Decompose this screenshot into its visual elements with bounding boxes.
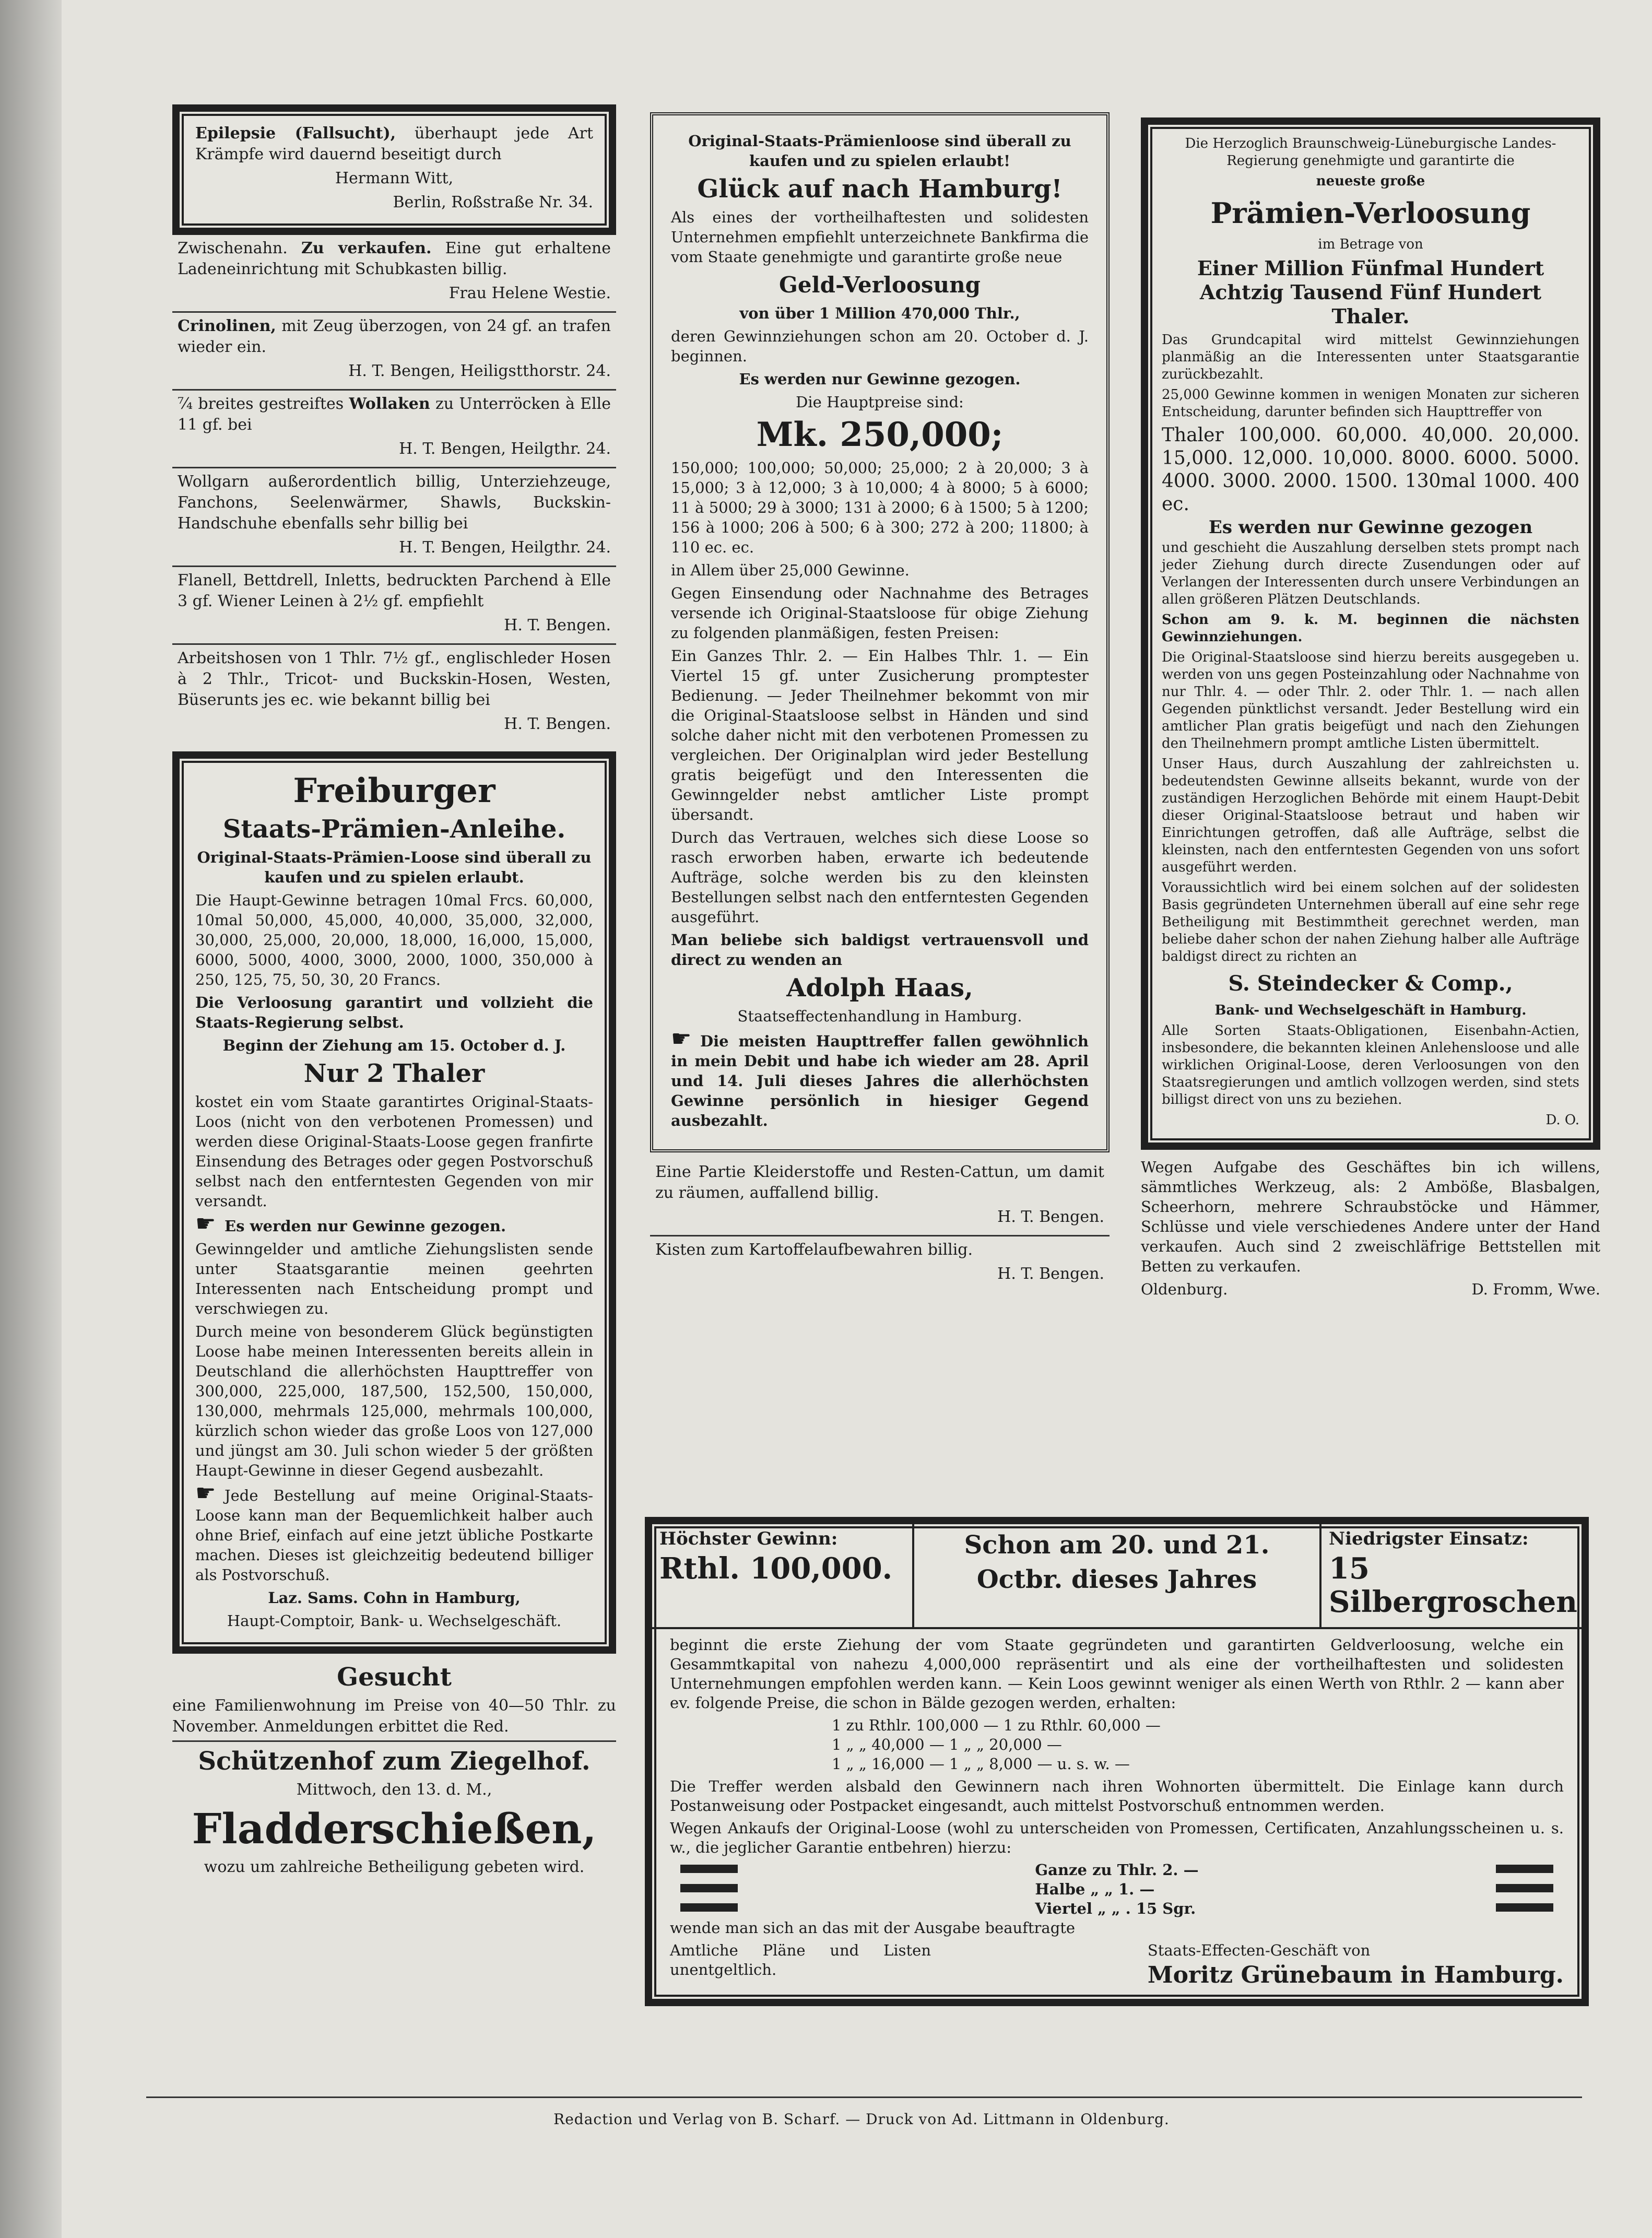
steindecker-prize-list: Thaler 100,000. 60,000. 40,000. 20,000. 15,000. 12,000. 10,000. 8000. 6000. 5000. 4000. 3000. 2000. 1500. 130mal 1000. 400 ec. — [1162, 425, 1579, 515]
gruenebaum-body — [652, 1629, 1582, 1990]
fromm-ad — [1141, 1157, 1600, 1299]
imprint-footer: Redaction und Verlag von B. Scharf. — Druck von Ad. Littmann in Oldenburg. — [553, 2111, 1170, 2128]
gruenebaum-header — [652, 1524, 1582, 1629]
haas-only-wins: Es werden nur Gewinne gezogen. — [739, 370, 1021, 388]
freiburg-signature: Laz. Sams. Cohn in Hamburg, — [268, 1589, 521, 1607]
highest-win-label: Höchster Gewinn: — [659, 1528, 838, 1549]
classified-ad — [172, 235, 616, 313]
draw-date-line2: Octbr. dieses Jahres — [976, 1565, 1257, 1594]
freiburg-prizes: Die Haupt-Gewinne betragen 10mal Frcs. 60,000, 10mal 50,000, 45,000, 40,000, 35,000, 32,000, 30,000, 25,000, 20,000, 18,000, 16,000, 15,000, 6000, 5000, 4000, 3000, 2000, 1000, 350,000 à 250, 125, 75, 50, 30, 20 Francs. — [195, 891, 593, 988]
pointing-hand-icon: ☛ — [195, 1480, 216, 1506]
price-row: Halbe „ „ 1. — — [1035, 1880, 1155, 1898]
steindecker-only-wins: Es werden nur Gewinne gezogen — [1208, 517, 1533, 538]
gesucht-ad — [172, 1662, 616, 1737]
epilepsie-addr: Berlin, Roßstraße Nr. 34. — [393, 193, 593, 211]
pointing-hand-icon: ☛ — [195, 1210, 216, 1237]
ad-heading: Wollaken — [349, 395, 430, 413]
ad-signature: H. T. Bengen, Heiligstthorstr. 24. — [348, 362, 611, 380]
ad-signature: H. T. Bengen, Heilgthr. 24. — [399, 538, 611, 557]
steindecker-text: Das Grundcapital wird mittelst Gewinnziehungen planmäßig an die Interessenten unter Staatsgarantie zurückbezahlt. — [1162, 332, 1579, 382]
steindecker-next-draw: Schon am 9. k. M. beginnen die nächsten Gewinnziehungen. — [1162, 612, 1579, 645]
schuetzenhof-date: Mittwoch, den 13. d. M., — [296, 1781, 492, 1799]
kleiderstoffe-ad — [650, 1159, 1110, 1236]
freiburg-text: Durch meine von besonderem Glück begünstigten Loose habe meinen Interessenten bereits allein in Deutschland die allerhöchsten Haupttreffer von 300,000, 225,000, 187,500, 152,500, 150,000, 130,000, mehrmals 125,000, mehrmals 100,000, kürzlich schon wieder das große Loos von 127,000 und jüngst am 30. Juli schon wieder 5 der größten Haupt-Gewinne in dieser Gegend ausbezahlt. — [195, 1323, 593, 1479]
schuetzenhof-event: Fladderschießen, — [192, 1804, 597, 1853]
classified-ad — [172, 645, 616, 742]
freiburg-firm: Haupt-Comptoir, Bank- u. Wechselgeschäft. — [227, 1612, 562, 1630]
left-column — [172, 104, 616, 1881]
lowest-stake-value: 15 Silbergroschen — [1329, 1551, 1577, 1619]
haas-text: Die meisten Haupttreffer fallen gewöhnlich in mein Debit und habe ich wieder am 28. April und 14. Juli dieses Jahres die allerhöchsten Gewinne persönlich in hiesiger Gegend ausbezahlt. — [671, 1032, 1089, 1129]
schuetzenhof-ad — [172, 1740, 616, 1878]
freiburg-guarantee: Die Verloosung garantirt und vollzieht die Staats-Regierung selbst. — [195, 994, 593, 1031]
ad-place: Oldenburg. — [1141, 1280, 1228, 1298]
haas-total-wins: in Allem über 25,000 Gewinne. — [671, 561, 910, 579]
footer-rule — [146, 2096, 1582, 2098]
epilepsie-ad — [172, 104, 616, 235]
ad-place: Zwischenahn. — [178, 239, 288, 257]
ad-text: Wollgarn außerordentlich billig, Unterziehzeuge, Fanchons, Seelenwärmer, Shawls, Buckskin-Handschuhe ebenfalls sehr billig bei — [178, 473, 611, 533]
prize-row: 1 zu Rthlr. 100,000 — 1 zu Rthlr. 60,000 — — [832, 1716, 1161, 1734]
ad-heading: Zu verkaufen. — [301, 239, 432, 257]
gesucht-text: eine Familienwohnung im Preise von 40—50 Thlr. zu November. Anmeldungen erbittet die Red. — [172, 1697, 616, 1736]
steindecker-title: Prämien-Verloosung — [1210, 196, 1531, 230]
steindecker-firm: Bank- und Wechselgeschäft in Hamburg. — [1214, 1003, 1527, 1018]
pointing-hand-icon: ☛ — [671, 1026, 692, 1052]
prize-row: 1 „ „ 16,000 — 1 „ „ 8,000 — u. s. w. — — [832, 1755, 1130, 1773]
steindecker-text: im Betrage von — [1318, 237, 1423, 252]
haas-text: Gegen Einsendung oder Nachnahme des Betrages versende ich Original-Staatsloose für obige Ziehung zu folgenden planmäßigen, festen Preisen: — [671, 584, 1089, 642]
steindecker-lottery-ad — [1141, 117, 1600, 1150]
steindecker-signature: D. O. — [1545, 1112, 1579, 1128]
gruenebaum-signature — [1148, 1941, 1564, 1990]
gruenebaum-text: wende man sich an das mit der Ausgabe beauftragte — [670, 1919, 1076, 1937]
haas-text: Ein Ganzes Thlr. 2. — Ein Halbes Thlr. 1. — Ein Viertel 15 gf. unter Zusicherung promptester Bedienung. — Jeder Theilnehmer bekommt von mir die Original-Staatsloose selbst in Händen und sind solche daher nicht mit den verbotenen Promessen zu vergleichen. Der Originalplan wird jeder Bestellung gratis beigefügt und den Interessenten die Gewinngelder nebst amtlicher Liste prompt übersandt. — [671, 647, 1089, 823]
freiburg-text: Jede Bestellung auf meine Original-Staats-Loose kann man der Bequemlichkeit halber auch ohne Brief, einfach auf eine jetzt übliche Postkarte machen. Dieses ist gleichzeitig bedeutend billiger als Postvorschuß. — [195, 1487, 593, 1584]
ad-text: Flanell, Bettdrell, Inletts, bedruckten Parchend à Elle 3 gf. Wiener Leinen à 2½ gf. empfiehlt — [178, 571, 611, 610]
gruenebaum-firm: Staats-Effecten-Geschäft von — [1147, 1941, 1371, 1959]
ad-signature: H. T. Bengen. — [504, 616, 611, 634]
haas-text: Man beliebe sich baldigst vertrauensvoll und direct zu wenden an — [671, 931, 1089, 969]
haas-firm: Staatseffectenhandlung in Hamburg. — [737, 1007, 1022, 1025]
ad-signature: H. T. Bengen. — [997, 1208, 1104, 1226]
freiburg-title: Freiburger — [293, 771, 495, 810]
ad-text: ⁷⁄₄ breites gestreiftes — [178, 395, 344, 413]
ad-text: Wegen Aufgabe des Geschäftes bin ich willens, sämmtliches Werkzeug, als: 2 Amböße, Blasbalgen, Scheerhorn, mehrere Schraubstöcke und Hämmer, Schlüsse und viele verschiedenes Andere unter der Hand verkaufen. Auch sind 2 zweischläfrige Bettstellen mit Betten zu verkaufen. — [1141, 1158, 1600, 1275]
steindecker-intro: Die Herzoglich Braunschweig-Lüneburgische Landes-Regierung genehmigte und garantirte die — [1185, 136, 1556, 169]
steindecker-text: Alle Sorten Staats-Obligationen, Eisenbahn-Actien, insbesondere, die bekannten kleinen Anlehensloose und alle wirklichen Original-Loose, deren Verloosungen von den Staatsregierungen und amtlich vollzogen werden, sind stets billigst direct von uns zu beziehen. — [1162, 1023, 1579, 1108]
lowest-stake-box — [1321, 1524, 1582, 1627]
ad-signature: H. T. Bengen, Heilgthr. 24. — [399, 440, 611, 458]
haas-slogan: Glück auf nach Hamburg! — [697, 174, 1063, 204]
steindecker-text: Voraussichtlich wird bei einem solchen auf der solidesten Basis gegründeten Unternehmen überall auf eine sehr rege Betheiligung mit Bestimmtheit gerechnet werden, man beliebe daher schon der nahen Ziehung halber alle Aufträge baldigst direct zu richten an — [1162, 880, 1579, 964]
classified-ad — [172, 313, 616, 391]
price-row: Ganze zu Thlr. 2. — — [1035, 1861, 1199, 1879]
freiburg-price: Nur 2 Thaler — [303, 1059, 485, 1088]
haas-text: Als eines der vortheilhaftesten und solidesten Unternehmen empfiehlt unterzeichnete Bankfirma die vom Staate genehmigte und garantirte große neue — [671, 208, 1089, 266]
epilepsie-title: Epilepsie (Fallsucht), — [195, 124, 396, 143]
gruenebaum-text: Die Treffer werden alsbald den Gewinnern nach ihren Wohnorten übermittelt. Die Einlage kann durch Postanweisung oder Postpacket eingesandt, auch mittelst Postvorschuß entnommen werden. — [670, 1777, 1564, 1815]
ad-heading: Crinolinen, — [178, 317, 276, 335]
classified-ad — [172, 391, 616, 468]
right-bars — [1496, 1860, 1553, 1918]
gruenebaum-name: Moritz Grünebaum in Hamburg. — [1147, 1962, 1564, 1988]
price-rows — [1035, 1860, 1198, 1918]
steindecker-amount: Einer Million Fünfmal Hundert Achtzig Tausend Fünf Hundert Thaler. — [1197, 256, 1544, 328]
haas-name: Adolph Haas, — [786, 973, 973, 1003]
haas-text: Durch das Vertrauen, welches sich diese Loose so rasch erworben haben, erwarte ich bedeutende Aufträge, solche werden bis zu den kleinsten Bestellungen selbst nach den entferntesten Gegenden ausgeführt. — [671, 829, 1089, 926]
haas-heading: Original-Staats-Prämienloose sind überall zu kaufen und zu spielen erlaubt! — [688, 132, 1071, 170]
left-bars — [680, 1860, 738, 1918]
haas-prize-list: 150,000; 100,000; 50,000; 25,000; 2 à 20,000; 3 à 15,000; 3 à 12,000; 3 à 10,000; 4 à 8000; 5 à 6000; 11 à 5000; 29 à 3000; 131 à 2000; 6 à 1500; 5 à 1200; 156 à 1000; 206 à 500; 6 à 300; 272 à 200; 11800; à 110 ec. ec. — [671, 459, 1089, 556]
gruenebaum-lottery-ad — [645, 1517, 1589, 2006]
freiburg-text: kostet ein vom Staate garantirtes Original-Staats-Loos (nicht von den verbotenen Promessen) und werden diese Original-Staats-Loose gegen franfirte Einsendung des Betrages oder gegen Postvorschuß selbst nach den entferntesten Gegenden von mir versandt. — [195, 1093, 593, 1210]
haas-text: deren Gewinnziehungen schon am 20. October d. J. beginnen. — [671, 327, 1089, 365]
epilepsie-name: Hermann Witt, — [335, 169, 454, 187]
freiburg-lottery-ad — [172, 751, 616, 1654]
gruenebaum-prize-list — [670, 1716, 1564, 1774]
draw-date-line1: Schon am 20. und 21. — [964, 1530, 1270, 1560]
steindecker-text: 25,000 Gewinne kommen in wenigen Monaten zur sicheren Entscheidung, darunter befinden sich Haupttreffer von — [1162, 387, 1579, 420]
steindecker-text: Unser Haus, durch Auszahlung der zahlreichsten u. bedeutendsten Gewinne allseits bekannt, wurde von der zuständigen Herzoglichen Behörde mit einem Haupt-Debit dieser Original-Staatsloose betraut und haben wir Einrichtungen getroffen, daß alle Aufträge, selbst die kleinsten, nach den entferntesten Gegenden von uns sofort ausgeführt werden. — [1162, 756, 1579, 875]
haas-lottery-title: Geld-Verloosung — [779, 272, 981, 298]
steindecker-name: S. Steindecker & Comp., — [1228, 971, 1513, 996]
gruenebaum-free-plans: Amtliche Pläne und Listen unentgeltlich. — [670, 1941, 931, 1978]
gruenebaum-footer — [670, 1941, 1564, 1990]
steindecker-text: und geschieht die Auszahlung derselben stets prompt nach jeder Ziehung durch directe Zusendungen oder auf Verlangen der Interessenten durch unsere Verbindungen an allen größeren Plätzen Deutschlands. — [1162, 540, 1579, 607]
gruenebaum-text: Wegen Ankaufs der Original-Loose (wohl zu unterscheiden von Promessen, Certificaten, Anzahlungsscheinen u. s. w., die jeglicher Garantie entbehren) hierzu: — [670, 1819, 1564, 1856]
haas-lottery-ad — [650, 112, 1110, 1152]
haas-capital: von über 1 Million 470,000 Thlr., — [739, 304, 1020, 322]
prize-row: 1 „ „ 40,000 — 1 „ „ 20,000 — — [832, 1736, 1062, 1753]
ad-signature: H. T. Bengen. — [997, 1265, 1104, 1283]
highest-win-box — [652, 1524, 914, 1627]
ad-text: Eine gut erhaltene Ladeneinrichtung mit Schubkasten billig. — [178, 239, 611, 278]
page-binding-edge — [0, 0, 62, 2238]
draw-date-box — [914, 1524, 1321, 1627]
freiburg-text: Gewinngelder und amtliche Ziehungslisten sende unter Staatsgarantie meinen geehrten Interessenten nach Entscheidung prompt und verschwiegen zu. — [195, 1240, 593, 1317]
kisten-ad — [650, 1236, 1110, 1292]
steindecker-text: neueste große — [1316, 173, 1425, 189]
freiburg-intro: Original-Staats-Prämien-Loose sind überall zu kaufen und zu spielen erlaubt. — [197, 849, 592, 886]
haas-main-prizes-label: Die Hauptpreise sind: — [796, 393, 964, 411]
gesucht-title: Gesucht — [337, 1663, 452, 1692]
highest-win-value: Rthl. 100,000. — [659, 1551, 893, 1586]
freiburg-date: Beginn der Ziehung am 15. October d. J. — [222, 1036, 566, 1054]
freiburg-only-wins: Es werden nur Gewinne gezogen. — [225, 1217, 506, 1235]
ad-text: Arbeitshosen von 1 Thlr. 7½ gf., englischleder Hosen à 2 Thlr., Tricot- und Buckskin-Hosen, Westen, Büserunts jes ec. wie bekannt billig bei — [178, 649, 611, 709]
schuetzenhof-title: Schützenhof zum Ziegelhof. — [198, 1747, 591, 1776]
middle-column — [650, 112, 1110, 1292]
price-list — [670, 1860, 1564, 1918]
ad-text: Kisten zum Kartoffelaufbewahren billig. — [655, 1241, 973, 1259]
right-column — [1141, 117, 1600, 1302]
ad-text: Eine Partie Kleiderstoffe und Resten-Cattun, um damit zu räumen, auffallend billig. — [655, 1163, 1104, 1202]
classified-ad — [172, 567, 616, 645]
freiburg-subtitle: Staats-Prämien-Anleihe. — [222, 815, 566, 844]
classified-ad — [172, 468, 616, 567]
epilepsie-text: überhaupt jede Art Krämpfe wird dauernd beseitigt durch — [195, 124, 593, 163]
steindecker-text: Die Original-Staatsloose sind hierzu bereits ausgegeben u. werden von uns gegen Posteinzahlung oder Nachnahme von nur Thlr. 4. — oder Thlr. 2. oder Thlr. 1. — nach allen Gegenden pünktlichst versandt. Jeder Bestellung wird ein amtlicher Plan gratis beigefügt und nach den Ziehungen den Theilnehmern prompt amtliche Listen übermittelt. — [1162, 650, 1579, 751]
schuetzenhof-text: wozu um zahlreiche Betheiligung gebeten wird. — [204, 1858, 585, 1876]
ad-text: mit Zeug überzogen, von 24 gf. an trafen wieder ein. — [178, 317, 611, 356]
haas-top-prize: Mk. 250,000; — [756, 415, 1004, 454]
ad-text: zu Unterröcken à Elle 11 gf. bei — [178, 395, 611, 434]
lowest-stake-label: Niedrigster Einsatz: — [1329, 1528, 1529, 1549]
ad-signature: H. T. Bengen. — [504, 715, 611, 733]
gruenebaum-text: beginnt die erste Ziehung der vom Staate gegründeten und garantirten Geldverloosung, welche ein Gesammtkapital von nahezu 4,000,000 repräsentirt und als eine der vortheilhaftesten und solidesten Unternehmungen empfohlen werden kann. — Kein Loos gewinnt weniger als einen Werth von Rthlr. 2 — kann aber ev. folgende Preise, die schon in Bälde gezogen werden, erhalten: — [670, 1636, 1564, 1712]
ad-signature: D. Fromm, Wwe. — [1471, 1280, 1600, 1298]
ad-signature: Frau Helene Westie. — [449, 284, 611, 302]
price-row: Viertel „ „ . 15 Sgr. — [1035, 1900, 1196, 1917]
